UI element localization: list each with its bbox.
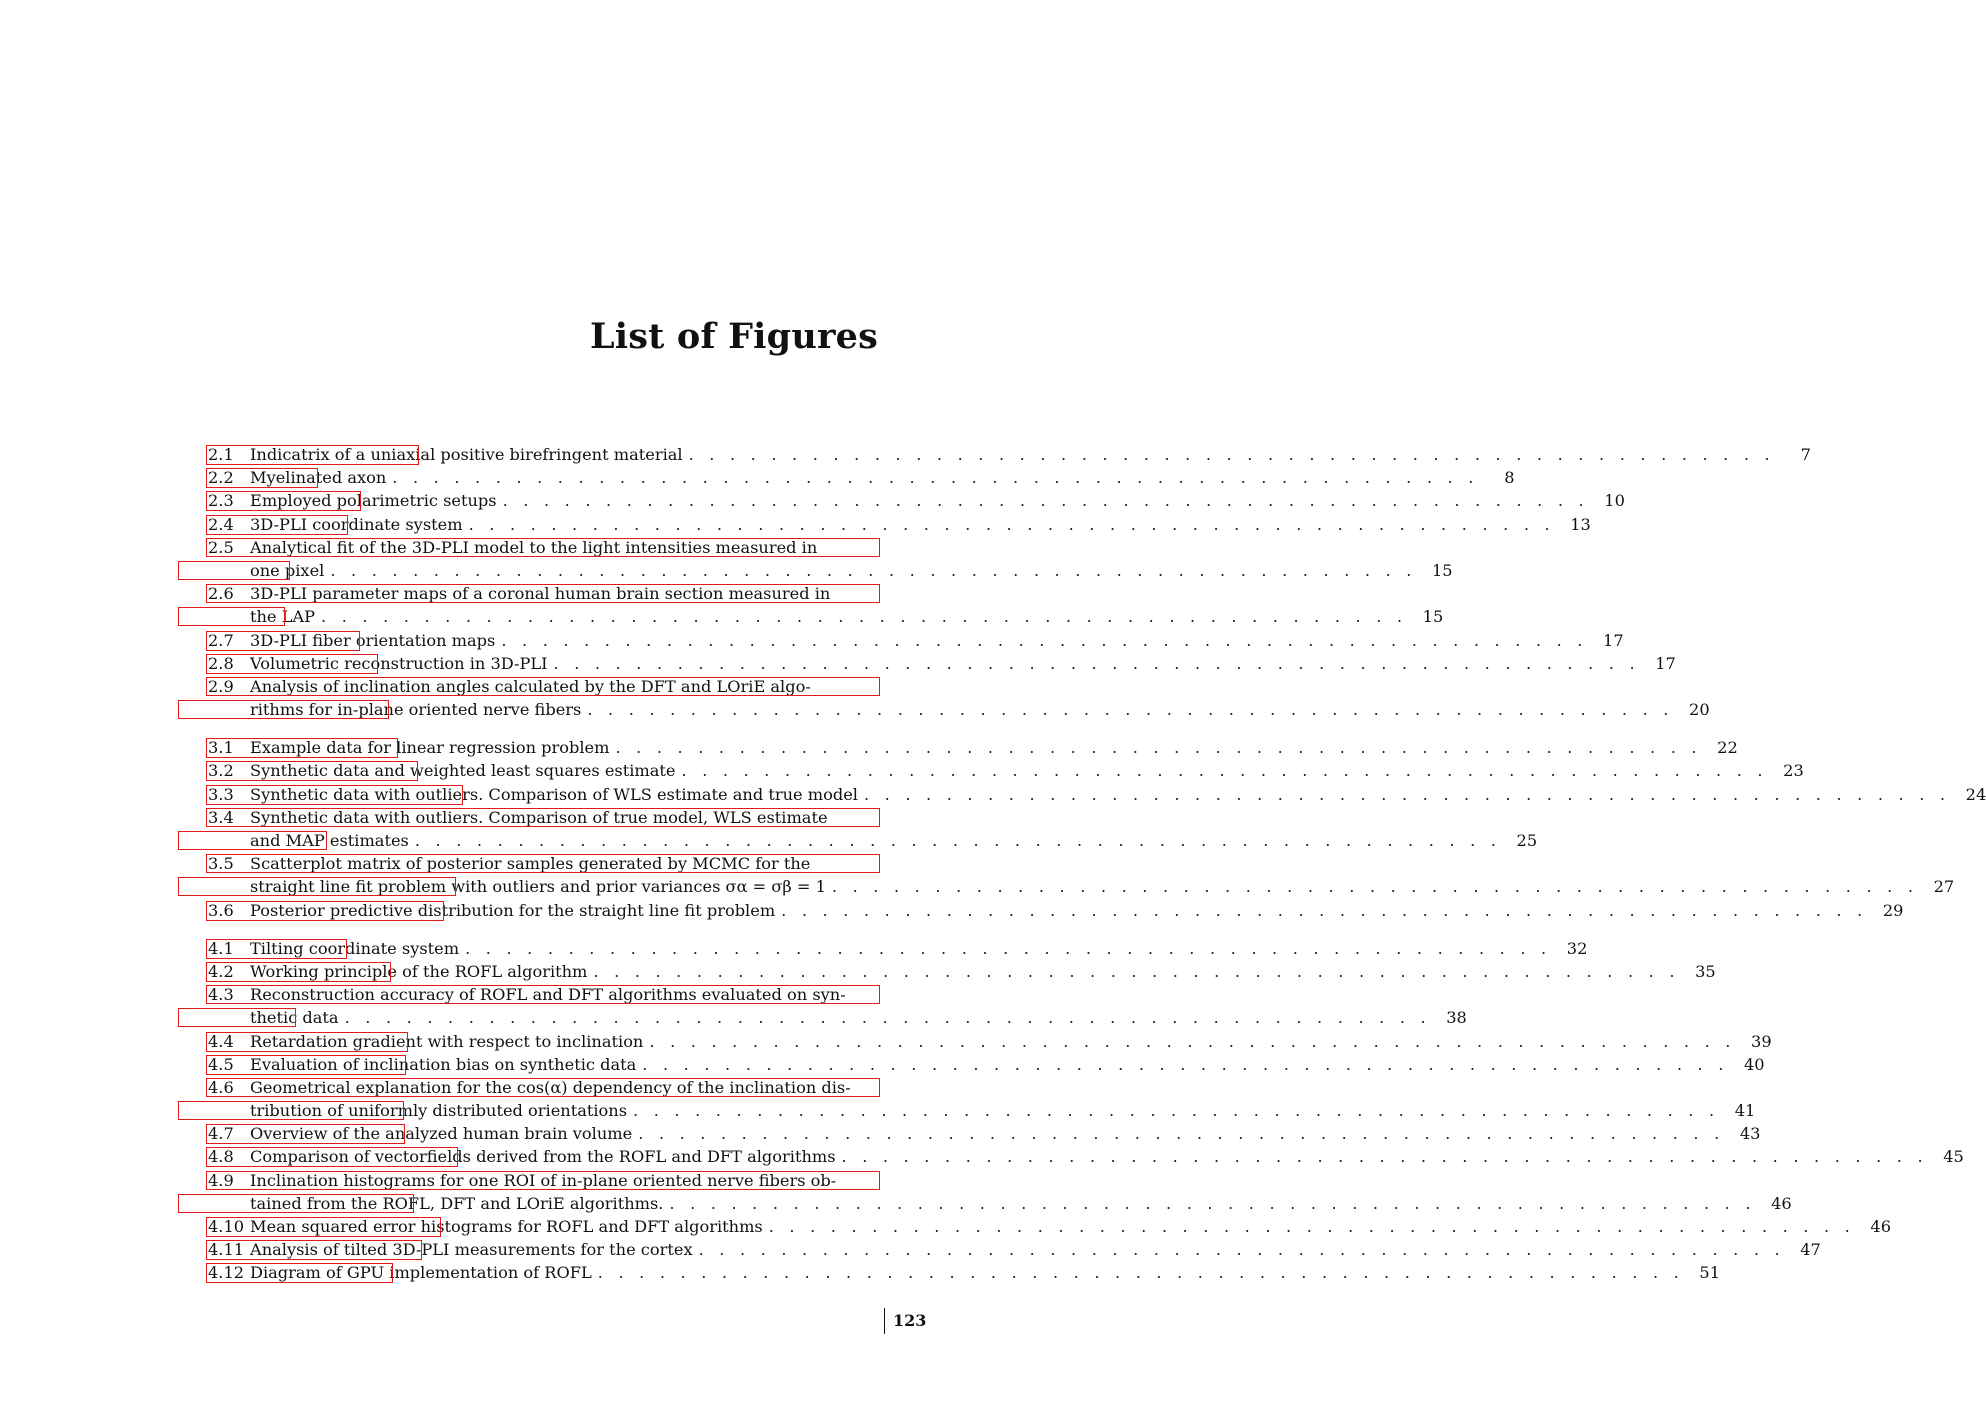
leader-dots: . . . . . . . . . . . . . . . . . . . . . . . . . . . . . . . . . . . . . . . . . . . . . . . . . . . . . bbox=[768, 1217, 1856, 1236]
figure-page-number[interactable]: 46 bbox=[1870, 1217, 1892, 1236]
leader-dots: . . . . . . . . . . . . . . . . . . . . . . . . . . . . . . . . . . . . . . . . . . . . . . . . . . . . . bbox=[593, 961, 1680, 981]
figure-page-number[interactable]: 17 bbox=[1603, 630, 1624, 650]
figure-page-number[interactable]: 41 bbox=[1734, 1101, 1756, 1121]
leader-dots: . . . . . . . . . . . . . . . . . . . . . . . . . . . . . . . . . . . . . . . . . . . . . . . . . . . . . bbox=[841, 1147, 1928, 1167]
figure-caption-text[interactable]: Indicatrix of a uniaxial positive birefringent material bbox=[250, 445, 683, 464]
figure-page-number[interactable]: 10 bbox=[1604, 491, 1625, 511]
figure-number: 2.5 bbox=[208, 537, 234, 557]
figure-number: 3.2 bbox=[208, 761, 234, 781]
figure-number: 3.5 bbox=[208, 854, 234, 874]
figure-entry-line bbox=[208, 1169, 880, 1192]
figure-number: 2.2 bbox=[208, 468, 234, 488]
figure-entry-line bbox=[208, 489, 1625, 512]
figure-page-number[interactable]: 43 bbox=[1739, 1124, 1761, 1144]
figure-entry[interactable] bbox=[208, 466, 1515, 489]
figure-entry-line bbox=[208, 829, 1538, 852]
figure-entry-line bbox=[208, 960, 1716, 983]
figure-caption-text[interactable]: Reconstruction accuracy of ROFL and DFT algorithms evaluated on syn- bbox=[250, 985, 846, 1005]
figure-caption-text[interactable]: Working principle of the ROFL algorithm bbox=[250, 961, 588, 981]
figure-entry-line bbox=[208, 783, 1986, 806]
figure-caption-text[interactable]: Scatterplot matrix of posterior samples generated by MCMC for the bbox=[250, 854, 811, 874]
leader-dots: . . . . . . . . . . . . . . . . . . . . . . . . . . . . . . . . . . . . . . . . . . . . . . . . . . . . . bbox=[468, 514, 1555, 534]
figure-page-number[interactable]: 29 bbox=[1882, 900, 1904, 920]
figure-entry[interactable] bbox=[208, 629, 1624, 652]
figure-entry[interactable] bbox=[208, 582, 1444, 628]
figure-caption-text[interactable]: Inclination histograms for one ROI of in-plane oriented nerve fibers ob- bbox=[250, 1170, 837, 1190]
figure-entry-line bbox=[208, 875, 1955, 898]
leader-dots: . . . . . . . . . . . . . . . . . . . . . . . . . . . . . . . . . . . . . . . . . . . . . . . . . . . . . bbox=[863, 784, 1951, 804]
figure-caption-text[interactable]: tained from the ROFL, DFT and LOriE algorithms. bbox=[250, 1193, 664, 1213]
figure-entry[interactable] bbox=[208, 489, 1625, 512]
leader-dots: . . . . . . . . . . . . . . . . . . . . . . . . . . . . . . . . . . . . . . . . . . . . . . . . . . . . . bbox=[669, 1193, 1756, 1213]
figure-entry-line bbox=[208, 1192, 1792, 1215]
figure-entry-line bbox=[208, 1076, 880, 1099]
figure-entry-line bbox=[208, 1238, 1821, 1261]
page-title: List of Figures bbox=[589, 316, 878, 357]
figure-entry[interactable] bbox=[208, 513, 1591, 536]
figure-number: 4.12 bbox=[208, 1263, 245, 1283]
figure-entry[interactable] bbox=[208, 1053, 1765, 1076]
leader-dots: . . . . . . . . . . . . . . . . . . . . . . . . . . . . . . . . . . . . . . . . . . . . . . . . . . . . . bbox=[698, 1240, 1785, 1260]
figure-entry-line bbox=[208, 536, 880, 559]
leader-dots: . . . . . . . . . . . . . . . . . . . . . . . . . . . . . . . . . . . . . . . . . . . . . . . . . . . . . bbox=[688, 445, 1775, 464]
leader-dots: . . . . . . . . . . . . . . . . . . . . . . . . . . . . . . . . . . . . . . . . . . . . . . . . . . . . . bbox=[501, 630, 1588, 650]
figure-caption-text[interactable]: rithms for in-plane oriented nerve fibers bbox=[250, 700, 582, 720]
figure-caption-text[interactable]: Synthetic data with outliers. Comparison of true model, WLS estimate bbox=[250, 807, 828, 827]
leader-dots: . . . . . . . . . . . . . . . . . . . . . . . . . . . . . . . . . . . . . . . . . . . . . . . . . . . . . bbox=[781, 900, 1868, 920]
figure-entry[interactable] bbox=[208, 652, 1676, 675]
leader-dots: . . . . . . . . . . . . . . . . . . . . . . . . . . . . . . . . . . . . . . . . . . . . . . . . . . . . . bbox=[414, 831, 1502, 850]
figure-page-number[interactable]: 15 bbox=[1422, 607, 1444, 627]
figure-caption-text[interactable]: Employed polarimetric setups bbox=[250, 491, 497, 511]
figure-caption-text[interactable]: Volumetric reconstruction in 3D-PLI bbox=[250, 653, 548, 673]
figure-page-number[interactable]: 17 bbox=[1655, 653, 1676, 673]
figure-entry-line bbox=[208, 852, 880, 875]
figure-number: 4.1 bbox=[208, 938, 234, 958]
figure-entry-line bbox=[208, 629, 1624, 652]
figure-entry-line bbox=[208, 1030, 1772, 1053]
leader-dots: . . . . . . . . . . . . . . . . . . . . . . . . . . . . . . . . . . . . . . . . . . . . . . . . . . . . . bbox=[321, 607, 1408, 627]
figure-number: 2.1 bbox=[208, 445, 234, 464]
figure-entry[interactable] bbox=[208, 443, 1811, 466]
figure-number: 4.7 bbox=[208, 1124, 234, 1144]
figure-caption-text[interactable]: Retardation gradient with respect to inclination bbox=[250, 1031, 644, 1051]
figure-page-number[interactable]: 38 bbox=[1446, 1008, 1467, 1028]
figure-entry[interactable] bbox=[208, 806, 1538, 852]
figure-caption-text[interactable]: 3D-PLI fiber orientation maps bbox=[250, 630, 496, 650]
figure-entry-line bbox=[208, 759, 1804, 782]
figure-entry-line bbox=[208, 443, 1811, 466]
figure-entry-line bbox=[208, 806, 880, 829]
figure-page-number[interactable]: 25 bbox=[1516, 831, 1538, 850]
figure-entry[interactable] bbox=[208, 983, 1467, 1029]
figure-entry-line bbox=[208, 1053, 1765, 1076]
leader-dots: . . . . . . . . . . . . . . . . . . . . . . . . . . . . . . . . . . . . . . . . . . . . . . . . . . . . . bbox=[597, 1263, 1685, 1283]
figure-entry-line bbox=[208, 466, 1515, 489]
leader-dots: . . . . . . . . . . . . . . . . . . . . . . . . . . . . . . . . . . . . . . . . . . . . . . . . . . . . . bbox=[831, 877, 1919, 897]
figure-number: 2.7 bbox=[208, 630, 234, 650]
figure-page-number[interactable]: 39 bbox=[1751, 1031, 1772, 1051]
figure-entry-line bbox=[208, 736, 1738, 759]
figure-caption-text[interactable]: Analysis of tilted 3D-PLI measurements for the cortex bbox=[250, 1240, 693, 1260]
figure-page-number[interactable]: 45 bbox=[1943, 1147, 1964, 1167]
figure-entry[interactable] bbox=[208, 536, 1453, 582]
figure-entry[interactable] bbox=[208, 1215, 1892, 1238]
figure-page-number[interactable]: 32 bbox=[1566, 938, 1588, 958]
figure-entry-line bbox=[208, 1215, 1892, 1238]
figure-caption-text[interactable]: Posterior predictive distribution for the straight line fit problem bbox=[250, 900, 776, 920]
figure-number: 4.9 bbox=[208, 1170, 234, 1190]
figure-entry[interactable] bbox=[208, 736, 1738, 759]
figure-entry-line bbox=[208, 1145, 1964, 1168]
figure-caption-text[interactable]: Myelinated axon bbox=[250, 468, 387, 488]
figure-entry[interactable] bbox=[208, 1238, 1821, 1261]
figure-caption-text[interactable]: Evaluation of inclination bias on synthetic data bbox=[250, 1054, 637, 1074]
figure-entry-line bbox=[208, 1122, 1761, 1145]
figure-entry[interactable] bbox=[208, 852, 1955, 898]
list-of-figures bbox=[208, 443, 1986, 1285]
figure-caption-text[interactable]: one pixel bbox=[250, 560, 325, 580]
figure-page-number[interactable]: 35 bbox=[1695, 961, 1716, 981]
figure-entry-line bbox=[208, 1006, 1467, 1029]
figure-number: 2.6 bbox=[208, 584, 234, 604]
figure-number: 4.11 bbox=[208, 1240, 245, 1260]
figure-caption-text[interactable]: Mean squared error histograms for ROFL and DFT algorithms bbox=[250, 1217, 763, 1236]
figure-page-number[interactable]: 23 bbox=[1783, 761, 1804, 781]
figure-entry[interactable] bbox=[208, 1261, 1721, 1284]
figure-entry[interactable] bbox=[208, 675, 1710, 721]
figure-caption-text[interactable]: Diagram of GPU implementation of ROFL bbox=[250, 1263, 592, 1283]
figure-caption-text[interactable]: 3D-PLI parameter maps of a coronal human brain section measured in bbox=[250, 584, 831, 604]
figure-number: 4.10 bbox=[208, 1217, 245, 1236]
figure-page-number[interactable]: 20 bbox=[1689, 700, 1710, 720]
leader-dots: . . . . . . . . . . . . . . . . . . . . . . . . . . . . . . . . . . . . . . . . . . . . . . . . . . . . . bbox=[649, 1031, 1736, 1051]
figure-entry-line bbox=[208, 605, 1444, 628]
figure-caption-text[interactable]: tribution of uniformly distributed orientations bbox=[250, 1101, 628, 1121]
figure-entry-line bbox=[208, 899, 1904, 922]
figure-number: 3.1 bbox=[208, 738, 234, 758]
figure-number: 2.8 bbox=[208, 653, 234, 673]
figure-entry-line bbox=[208, 1261, 1721, 1284]
figure-number: 4.3 bbox=[208, 985, 234, 1005]
figure-page-number[interactable]: 13 bbox=[1570, 514, 1591, 534]
figure-page-number[interactable]: 15 bbox=[1432, 560, 1453, 580]
figure-entry-line bbox=[208, 1099, 1756, 1122]
leader-dots: . . . . . . . . . . . . . . . . . . . . . . . . . . . . . . . . . . . . . . . . . . . . . . . . . . . . . bbox=[553, 653, 1640, 673]
figure-entry-line bbox=[208, 698, 1710, 721]
figure-page-number[interactable]: 46 bbox=[1771, 1193, 1792, 1213]
page-number: 123 bbox=[884, 1308, 926, 1334]
figure-entry[interactable] bbox=[208, 937, 1588, 960]
figure-caption-text[interactable]: Synthetic data and weighted least squares estimate bbox=[250, 761, 676, 781]
figure-entry[interactable] bbox=[208, 783, 1986, 806]
figure-entry[interactable] bbox=[208, 1169, 1792, 1215]
figure-caption-text[interactable]: Overview of the analyzed human brain volume bbox=[250, 1124, 633, 1144]
figure-entry-line bbox=[208, 652, 1676, 675]
figure-number: 2.9 bbox=[208, 676, 234, 696]
figure-entry-line bbox=[208, 937, 1588, 960]
leader-dots: . . . . . . . . . . . . . . . . . . . . . . . . . . . . . . . . . . . . . . . . . . . . . . . . . . . . . bbox=[633, 1101, 1720, 1121]
figure-caption-text[interactable]: Comparison of vectorfields derived from the ROFL and DFT algorithms bbox=[250, 1147, 836, 1167]
figure-entry[interactable] bbox=[208, 1122, 1761, 1145]
figure-entry[interactable] bbox=[208, 960, 1716, 983]
figure-entry-line bbox=[208, 983, 880, 1006]
leader-dots: . . . . . . . . . . . . . . . . . . . . . . . . . . . . . . . . . . . . . . . . . . . . . . . . . . . . . bbox=[502, 491, 1589, 511]
leader-dots: . . . . . . . . . . . . . . . . . . . . . . . . . . . . . . . . . . . . . . . . . . . . . . . . . . . . . bbox=[344, 1008, 1431, 1028]
figure-number: 4.4 bbox=[208, 1031, 234, 1051]
figure-page-number[interactable]: 51 bbox=[1699, 1263, 1721, 1283]
figure-number: 4.5 bbox=[208, 1054, 234, 1074]
figure-entry[interactable] bbox=[208, 759, 1804, 782]
figure-page-number[interactable]: 27 bbox=[1933, 877, 1955, 897]
leader-dots: . . . . . . . . . . . . . . . . . . . . . . . . . . . . . . . . . . . . . . . . . . . . . . . . . . . . . bbox=[392, 468, 1479, 488]
figure-page-number[interactable]: 40 bbox=[1743, 1054, 1765, 1074]
figure-entry-line bbox=[208, 675, 880, 698]
figure-entry-line bbox=[208, 513, 1591, 536]
figure-caption-text[interactable]: 3D-PLI coordinate system bbox=[250, 514, 463, 534]
figure-caption-text[interactable]: and MAP estimates bbox=[250, 831, 409, 850]
figure-caption-text[interactable]: Synthetic data with outliers. Comparison of WLS estimate and true model bbox=[250, 784, 858, 804]
figure-caption-text[interactable]: Example data for linear regression problem bbox=[250, 738, 610, 758]
figure-page-number[interactable]: 24 bbox=[1965, 784, 1986, 804]
figure-caption-text[interactable]: Geometrical explanation for the cos(α) dependency of the inclination dis- bbox=[250, 1077, 851, 1097]
leader-dots: . . . . . . . . . . . . . . . . . . . . . . . . . . . . . . . . . . . . . . . . . . . . . . . . . . . . . bbox=[587, 700, 1674, 720]
leader-dots: . . . . . . . . . . . . . . . . . . . . . . . . . . . . . . . . . . . . . . . . . . . . . . . . . . . . . bbox=[681, 761, 1768, 781]
figure-number: 3.6 bbox=[208, 900, 234, 920]
figure-page-number[interactable]: 22 bbox=[1717, 738, 1738, 758]
figure-number: 3.4 bbox=[208, 807, 234, 827]
figure-number: 3.3 bbox=[208, 784, 234, 804]
figure-entry[interactable] bbox=[208, 1030, 1772, 1053]
leader-dots: . . . . . . . . . . . . . . . . . . . . . . . . . . . . . . . . . . . . . . . . . . . . . . . . . . . . . bbox=[638, 1124, 1725, 1144]
figure-entry-line bbox=[208, 559, 1453, 582]
leader-dots: . . . . . . . . . . . . . . . . . . . . . . . . . . . . . . . . . . . . . . . . . . . . . . . . . . . . . bbox=[642, 1054, 1729, 1074]
figure-caption-text[interactable]: the LAP bbox=[250, 607, 315, 627]
figure-caption-text[interactable]: Tilting coordinate system bbox=[250, 938, 460, 958]
figure-entry[interactable] bbox=[208, 1145, 1964, 1168]
figure-entry[interactable] bbox=[208, 1076, 1756, 1122]
figure-page-number[interactable]: 7 bbox=[1800, 445, 1811, 464]
figure-caption-text[interactable]: thetic data bbox=[250, 1008, 339, 1028]
figure-entry[interactable] bbox=[208, 899, 1904, 922]
figure-caption-text[interactable]: straight line fit problem with outliers and prior variances σα = σβ = 1 bbox=[250, 877, 826, 897]
figure-number: 4.8 bbox=[208, 1147, 234, 1167]
figure-caption-text[interactable]: Analytical fit of the 3D-PLI model to the light intensities measured in bbox=[250, 537, 818, 557]
figure-number: 4.6 bbox=[208, 1077, 234, 1097]
figure-number: 4.2 bbox=[208, 961, 234, 981]
figure-number: 2.3 bbox=[208, 491, 234, 511]
figure-number: 2.4 bbox=[208, 514, 234, 534]
leader-dots: . . . . . . . . . . . . . . . . . . . . . . . . . . . . . . . . . . . . . . . . . . . . . . . . . . . . . bbox=[330, 560, 1417, 580]
figure-caption-text[interactable]: Analysis of inclination angles calculated by the DFT and LOriE algo- bbox=[250, 676, 811, 696]
leader-dots: . . . . . . . . . . . . . . . . . . . . . . . . . . . . . . . . . . . . . . . . . . . . . . . . . . . . . bbox=[465, 938, 1552, 958]
figure-entry-line bbox=[208, 582, 880, 605]
figure-page-number[interactable]: 8 bbox=[1504, 468, 1515, 488]
figure-page-number[interactable]: 47 bbox=[1800, 1240, 1821, 1260]
leader-dots: . . . . . . . . . . . . . . . . . . . . . . . . . . . . . . . . . . . . . . . . . . . . . . . . . . . . . bbox=[615, 738, 1702, 758]
